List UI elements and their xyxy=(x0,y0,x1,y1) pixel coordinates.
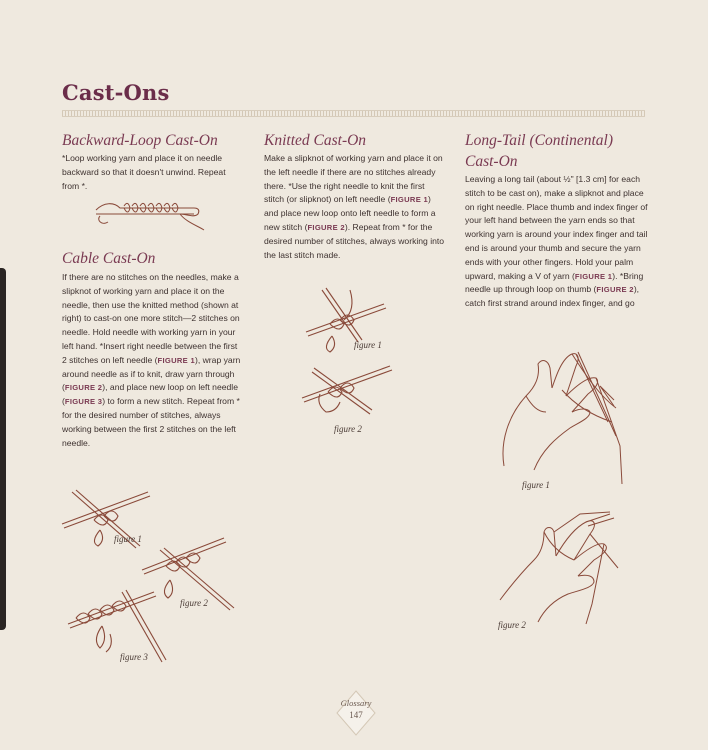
knitted-text-2: ) and place new loop onto left needle to form a new stitch ( xyxy=(264,194,436,232)
cable-figure-3-label: figure 3 xyxy=(120,652,148,662)
long-tail-text-1: Leaving a long tail (about ½" [1.3 cm] for each stitch to be cast on), make a slipknot and place on right needle. Place thumb and index finger of your left hand between the yarn ends so that working yarn is around your index finger and tail end is around your thumb and secure the yarn ends with your other fingers. Hold your palm upward, making a V of yarn ( xyxy=(465,174,648,281)
knitted-figure-2-ref: FIGURE 2 xyxy=(307,222,345,232)
long-tail-figure-1-illustration xyxy=(496,346,626,496)
page-number: 147 xyxy=(349,710,363,720)
knitted-figure-1-label: figure 1 xyxy=(354,340,382,350)
cable-figure-3-illustration xyxy=(66,588,176,668)
knitted-figure-1-ref: FIGURE 1 xyxy=(390,195,428,205)
column-backward-cable xyxy=(62,130,242,193)
backward-loop-heading: Backward-Loop Cast-On xyxy=(62,132,218,149)
long-tail-figure-2-ref: FIGURE 2 xyxy=(596,285,634,295)
knitted-cast-on-text xyxy=(264,152,446,262)
knitted-figure-1-illustration xyxy=(302,282,392,362)
cable-text-2: ), wrap yarn around needle as if to knit, draw yarn through ( xyxy=(62,354,241,393)
cable-figure-1-ref: FIGURE 1 xyxy=(157,355,195,365)
long-tail-figure-2-label: figure 2 xyxy=(498,620,526,630)
long-tail-heading-line-1: Long-Tail (Continental) xyxy=(465,132,613,149)
cable-cast-on-text xyxy=(62,271,242,450)
cable-figure-2-label: figure 2 xyxy=(180,598,208,608)
long-tail-text xyxy=(465,173,649,311)
long-tail-figure-1-label: figure 1 xyxy=(522,480,550,490)
cable-text-3: ), and place new loop on left needle ( xyxy=(62,382,238,407)
long-tail-text-2: ). *Bring needle up through loop on thumb ( xyxy=(465,270,644,295)
knitted-figure-2-label: figure 2 xyxy=(334,424,362,434)
long-tail-heading-line-2: Cast-On xyxy=(465,153,518,170)
column-knitted xyxy=(264,130,446,262)
long-tail-text-3: ), catch first strand around index finger, and go xyxy=(465,284,640,309)
knitted-figure-2-illustration xyxy=(300,364,400,438)
cable-figure-1-label: figure 1 xyxy=(114,534,142,544)
cable-text-4: ) to form a new stitch. Repeat from * for the desired number of stitches, always working between the first 2 stitches on the left needle. xyxy=(62,396,240,448)
column-long-tail xyxy=(465,130,649,311)
page-edge-tab xyxy=(0,268,6,630)
title-rule xyxy=(62,110,645,117)
cable-cast-on-section xyxy=(62,248,242,450)
cable-cast-on-heading: Cable Cast-On xyxy=(62,250,156,267)
knitted-text-1: Make a slipknot of working yarn and place it on the left needle if there are no stitches already there. *Use the right needle to knit the first stitch (or slipknot) on left needle ( xyxy=(264,153,443,205)
backward-loop-text: *Loop working yarn and place it on needle backward so that it doesn't unwind. Repeat from *. xyxy=(62,153,226,191)
cable-text-1: If there are no stitches on the needles, make a slipknot of working yarn and place it on the needle, then use the knitted method (shown at right) to cast-on one more stitch—2 stitches on needle. Hold needle with working yarn in your left hand. *Insert right needle between the first 2 stitches on left needle ( xyxy=(62,272,240,365)
long-tail-figure-2-illustration xyxy=(494,504,624,634)
page-title: Cast-Ons xyxy=(62,80,170,105)
knitted-cast-on-heading: Knitted Cast-On xyxy=(264,132,367,149)
page-footer xyxy=(336,690,376,736)
long-tail-figure-1-ref: FIGURE 1 xyxy=(574,271,613,281)
backward-loop-illustration xyxy=(94,192,204,232)
cable-figure-2-ref: FIGURE 2 xyxy=(64,383,103,393)
knitted-text-3: ). Repeat from * for the desired number of stitches, always working into the last stitch made. xyxy=(264,221,445,260)
footer-section-label: Glossary xyxy=(340,698,372,708)
cable-figure-3-ref: FIGURE 3 xyxy=(64,397,103,407)
